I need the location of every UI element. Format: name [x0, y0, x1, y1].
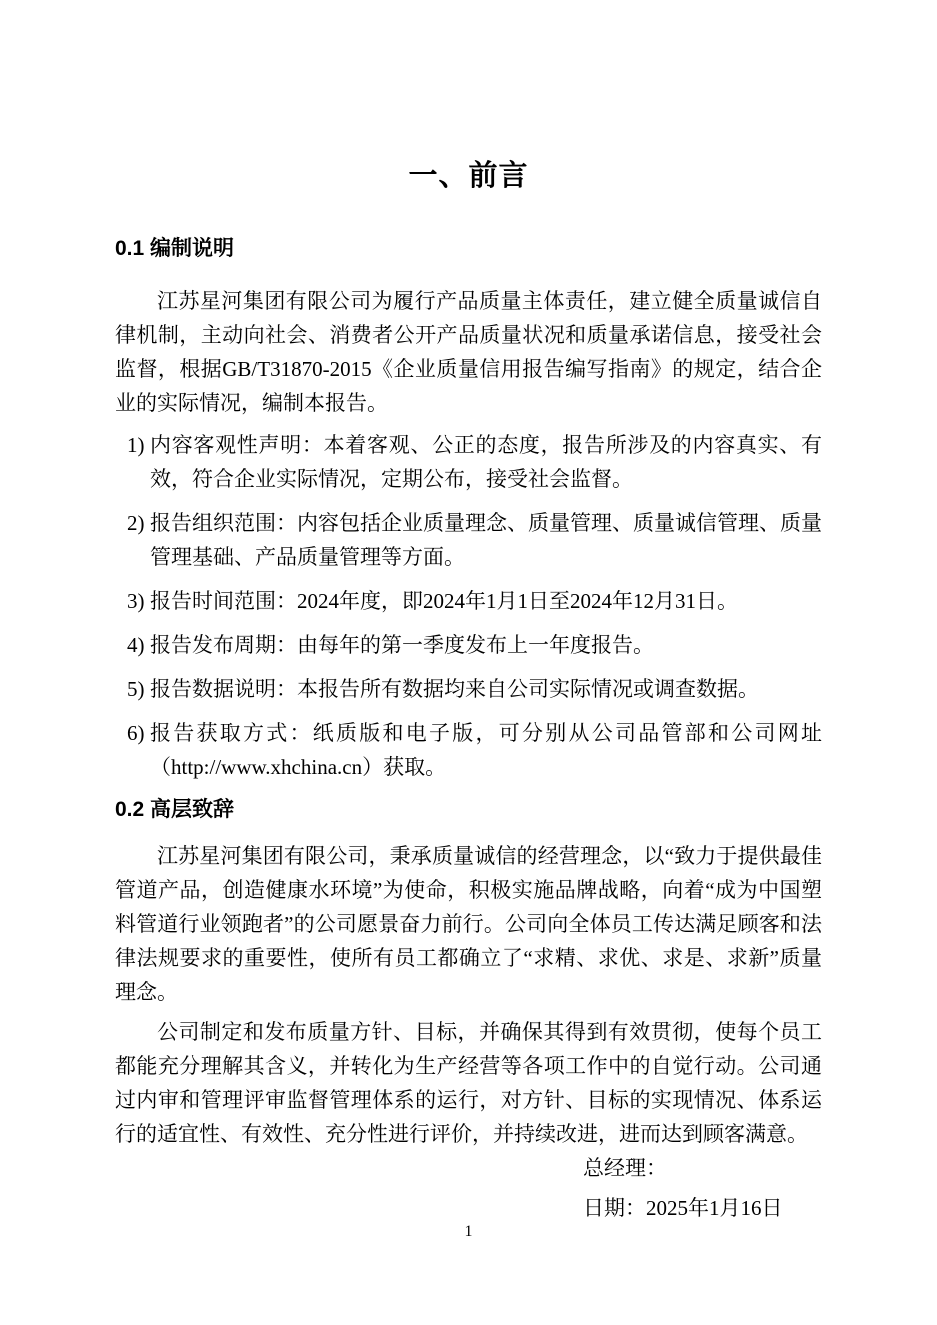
section-heading-02: 0.2 高层致辞 [115, 798, 235, 821]
section-heading-01: 0.1 编制说明 [115, 237, 235, 260]
list-item-marker: 3) [127, 589, 145, 613]
intro-paragraph: 江苏星河集团有限公司为履行产品质量主体责任，建立健全质量诚信自律机制，主动向社会、消费者公开产品质量状况和质量承诺信息，接受社会监督，根据GB/T31870-2015《企业质量信用报告编写指南》的规定，结合企业的实际情况，编制本报告。 [115, 289, 822, 415]
numbered-list [127, 428, 822, 784]
executive-paragraph-1: 江苏星河集团有限公司，秉承质量诚信的经营理念，以“致力于提供最佳管道产品，创造健康水环境”为使命，积极实施品牌战略，向着“成为中国塑料管道行业领跑者”的公司愿景奋力前行。公司向全体员工传达满足顾客和法律法规要求的重要性，使所有员工都确立了“求精、求优、求是、求新”质量理念。 [115, 844, 822, 1004]
executive-paragraph-2: 公司制定和发布质量方针、目标，并确保其得到有效贯彻，使每个员工都能充分理解其含义，并转化为生产经营等各项工作中的自觉行动。公司通过内审和管理评审监督管理体系的运行，对方针、目标的实现情况、体系运行的适宜性、有效性、充分性进行评价，并持续改进，进而达到顾客满意。 [115, 1020, 822, 1146]
section-compilation-notes [115, 236, 822, 784]
section-executive-message [115, 797, 822, 1151]
list-item [127, 716, 822, 784]
list-item-marker: 1) [127, 433, 145, 457]
list-item-text: 报告组织范围：内容包括企业质量理念、质量管理、质量诚信管理、质量管理基础、产品质量管理等方面。 [150, 511, 822, 569]
list-item [127, 506, 822, 574]
list-item [127, 584, 822, 618]
signature-signer-label: 总经理： [583, 1156, 667, 1180]
list-item [127, 428, 822, 496]
list-item-text: 报告获取方式：纸质版和电子版，可分别从公司品管部和公司网址（http://www.xhchina.cn）获取。 [150, 721, 822, 779]
list-item-marker: 6) [127, 721, 145, 745]
list-item [127, 628, 822, 662]
list-item-text: 报告发布周期：由每年的第一季度发布上一年度报告。 [150, 633, 654, 657]
list-item-text: 报告数据说明：本报告所有数据均来自公司实际情况或调查数据。 [150, 677, 759, 701]
list-item-text: 报告时间范围：2024年度，即2024年1月1日至2024年12月31日。 [150, 589, 738, 613]
page-title: 一、前言 [408, 160, 529, 192]
signature-date: 日期：2025年1月16日 [583, 1196, 783, 1220]
page-number: 1 [464, 1223, 473, 1240]
list-item [127, 672, 822, 706]
list-item-marker: 5) [127, 677, 145, 701]
list-item-text: 内容客观性声明：本着客观、公正的态度，报告所涉及的内容真实、有效，符合企业实际情况，定期公布，接受社会监督。 [150, 433, 822, 491]
signature-block [583, 1151, 822, 1225]
list-item-marker: 2) [127, 511, 145, 535]
list-item-marker: 4) [127, 633, 145, 657]
